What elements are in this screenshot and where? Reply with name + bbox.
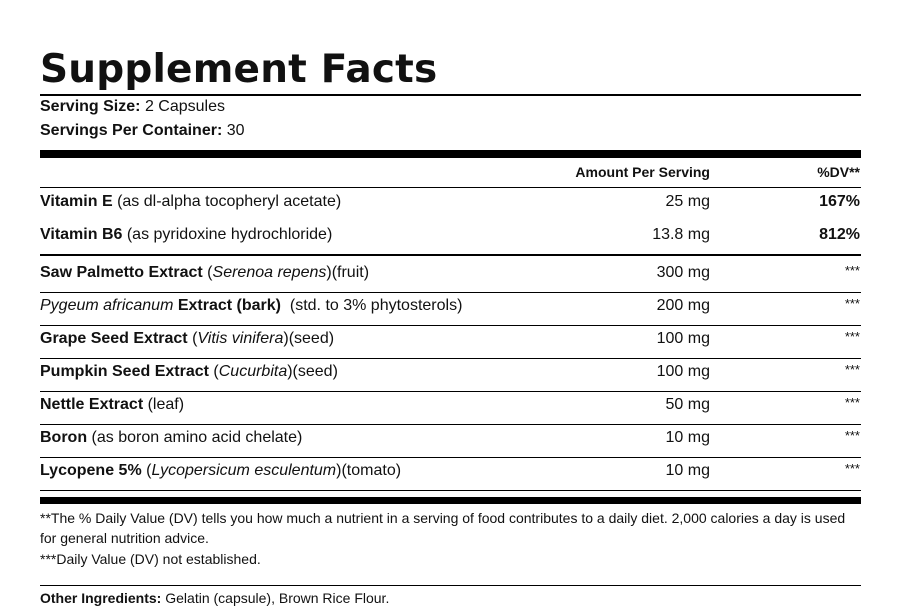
thick-rule-top [40, 150, 861, 158]
ingredient-dv: *** [844, 461, 860, 476]
section-rule [40, 254, 861, 256]
ingredient-amount: 10 mg [665, 462, 710, 479]
nutrient-dv: 812% [819, 226, 860, 243]
row-rule [40, 325, 861, 326]
ingredient-row [40, 461, 861, 481]
ingredient-name: Grape Seed Extract (Vitis vinifera)(seed) [40, 330, 335, 347]
not-established-footnote: ***Daily Value (DV) not established. [40, 551, 261, 567]
ingredient-name: Pumpkin Seed Extract (Cucurbita)(seed) [40, 363, 338, 380]
ingredient-dv: *** [844, 296, 860, 311]
serving-size-label: Serving Size: [40, 98, 141, 115]
nutrient-amount: 25 mg [665, 193, 710, 210]
ingredient-row [40, 263, 861, 283]
header-rule [40, 187, 861, 188]
ingredient-dv: *** [844, 395, 860, 410]
other-ingredients-label: Other Ingredients: [40, 590, 162, 606]
other-ingredients-value: Gelatin (capsule), Brown Rice Flour. [165, 590, 390, 606]
panel-title: Supplement Facts [40, 47, 438, 92]
ingredient-amount: 100 mg [656, 330, 710, 347]
servings-per-container-value: 30 [226, 122, 245, 139]
row-rule [40, 490, 861, 491]
ingredient-dv: *** [844, 428, 860, 443]
ingredient-amount: 200 mg [656, 297, 710, 314]
thick-rule-bottom [40, 497, 861, 504]
ingredient-name: Boron (as boron amino acid chelate) [40, 429, 303, 446]
dv-footnote: **The % Daily Value (DV) tells you how much a nutrient in a serving of food contributes to a daily diet. 2,000 calories a day is used for general nutrition advice. [40, 510, 846, 546]
ingredient-dv: *** [844, 329, 860, 344]
ingredient-row [40, 395, 861, 415]
ingredient-amount: 50 mg [665, 396, 710, 413]
ingredient-amount: 100 mg [656, 363, 710, 380]
ingredient-name: Saw Palmetto Extract (Serenoa repens)(fruit) [40, 264, 370, 281]
row-rule [40, 391, 861, 392]
ingredient-dv: *** [844, 362, 860, 377]
row-rule [40, 292, 861, 293]
row-rule [40, 424, 861, 425]
ingredient-name: Nettle Extract (leaf) [40, 396, 185, 413]
ingredient-name: Lycopene 5% (Lycopersicum esculentum)(tomato) [40, 462, 402, 479]
ingredient-name: Pygeum africanum Extract (bark) (std. to 3% phytosterols) [40, 297, 463, 314]
ingredient-amount: 300 mg [656, 264, 710, 281]
ingredient-dv: *** [844, 263, 860, 278]
nutrient-name: Vitamin B6 (as pyridoxine hydrochloride) [40, 226, 333, 243]
amount-per-serving-header: Amount Per Serving [575, 164, 710, 180]
footer-rule [40, 585, 861, 586]
title-rule [40, 94, 861, 96]
serving-size [40, 97, 225, 117]
ingredient-row [40, 428, 861, 448]
ingredient-row [40, 296, 861, 316]
dv-header: %DV** [817, 164, 860, 180]
ingredient-row [40, 362, 861, 382]
row-rule [40, 457, 861, 458]
other-ingredients [40, 589, 389, 607]
servings-per-container [40, 121, 245, 141]
servings-per-container-label: Servings Per Container: [40, 122, 223, 139]
nutrient-name: Vitamin E (as dl-alpha tocopheryl acetate) [40, 193, 342, 210]
serving-size-value: 2 Capsules [144, 98, 225, 115]
nutrient-dv: 167% [819, 193, 860, 210]
nutrient-row [40, 225, 861, 245]
row-rule [40, 358, 861, 359]
ingredient-amount: 10 mg [665, 429, 710, 446]
nutrient-amount: 13.8 mg [652, 226, 710, 243]
nutrient-row [40, 192, 861, 212]
ingredient-row [40, 329, 861, 349]
